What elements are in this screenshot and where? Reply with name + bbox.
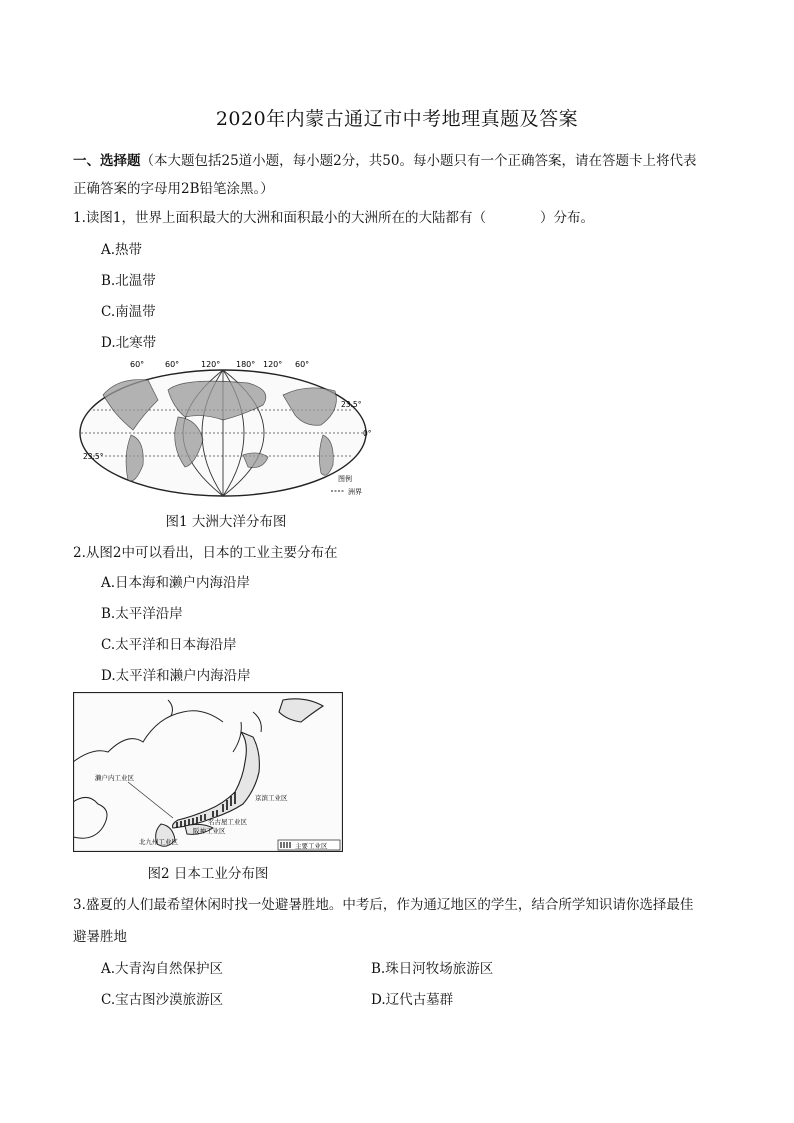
question-1-stem: 1.读图1，世界上面积最大的大洲和面积最小的大洲所在的大陆都有（ ）分布。: [73, 210, 594, 226]
lon-label: 180°: [236, 360, 256, 369]
question-3-option-c: C.宝古图沙漠旅游区: [101, 992, 224, 1008]
japan-map: [73, 692, 343, 852]
question-3-stem-line-2: 避暑胜地: [73, 929, 127, 945]
region-label: 京滨工业区: [255, 794, 288, 802]
page-title: 2020年内蒙古通辽市中考地理真题及答案: [215, 108, 579, 130]
lat-label: 0°: [363, 429, 372, 438]
region-label: 北九州工业区: [139, 838, 178, 846]
lon-label: 60°: [130, 360, 145, 369]
lat-label: 23.5°: [341, 400, 362, 409]
instructions-line-1: （本大题包括25道小题，每小题2分，共50。每小题只有一个正确答案，请在答题卡上将代表: [140, 153, 697, 169]
lon-label: 120°: [263, 360, 283, 369]
region-label: 濑户内工业区: [95, 774, 134, 782]
question-2-option-d: D.太平洋和濑户内海沿岸: [101, 668, 251, 684]
question-1-option-d: D.北寒带: [101, 335, 157, 351]
legend-item: 洲界: [348, 488, 362, 496]
question-1-option-a: A.热带: [101, 242, 143, 258]
region-label: 名古屋工业区: [208, 818, 247, 826]
question-3-option-b: B.珠日河牧场旅游区: [371, 961, 494, 977]
question-3-option-d: D.辽代古墓群: [371, 992, 454, 1008]
world-map-figure: [73, 355, 379, 500]
lon-label: 60°: [165, 360, 180, 369]
question-1-option-c: C.南温带: [101, 304, 156, 320]
lat-label: 23.5°: [83, 452, 104, 461]
figure-2-caption: 图2 日本工业分布图: [147, 866, 269, 882]
lon-label: 60°: [295, 360, 310, 369]
question-3-stem-line-1: 3.盛夏的人们最希望休闲时找一处避暑胜地。中考后，作为通辽地区的学生，结合所学知识请你选择最佳: [73, 897, 694, 913]
section-instructions: [73, 147, 733, 203]
region-label: 阪神工业区: [193, 827, 226, 835]
figure-1-caption: 图1 大洲大洋分布图: [165, 514, 287, 530]
legend-title: 图例: [338, 475, 352, 483]
question-2-option-b: B.太平洋沿岸: [101, 606, 183, 622]
world-map: [73, 355, 379, 500]
question-2-option-c: C.太平洋和日本海沿岸: [101, 637, 237, 653]
instructions-line-2: 正确答案的字母用2B铅笔涂黑。）: [73, 181, 274, 197]
question-3-option-a: A.大青沟自然保护区: [101, 961, 224, 977]
legend-item: 主要工业区: [295, 842, 328, 850]
question-1-option-b: B.北温带: [101, 273, 156, 289]
question-2-option-a: A.日本海和濑户内海沿岸: [101, 575, 251, 591]
japan-map-figure: [73, 692, 343, 852]
section-heading: 一、选择题: [73, 153, 141, 169]
lon-label: 120°: [201, 360, 221, 369]
question-2-stem: 2.从图2中可以看出，日本的工业主要分布在: [73, 545, 338, 561]
